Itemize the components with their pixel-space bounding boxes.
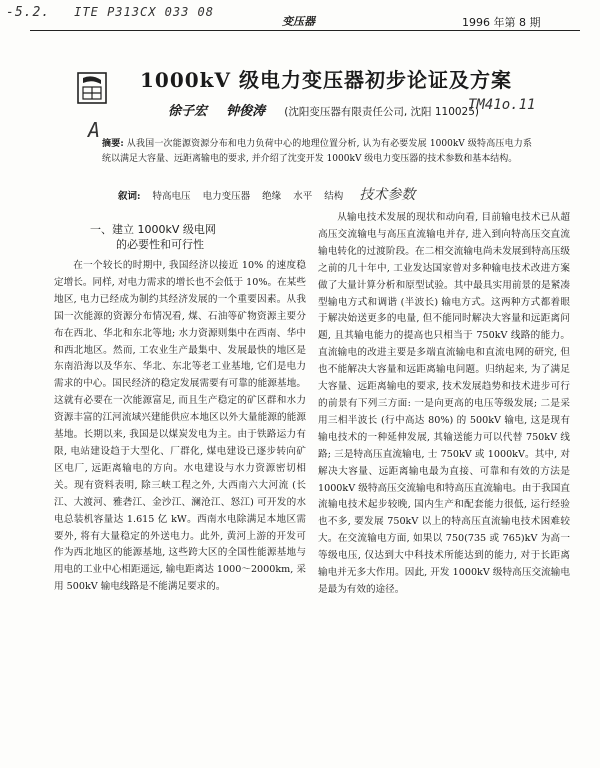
journal-issue: 1996 年第 8 期 <box>462 16 541 29</box>
section-heading-line2: 的必要性和可行性 <box>116 238 204 251</box>
keyword: 特高电压 <box>152 191 191 202</box>
keyword: 结构 <box>324 191 344 202</box>
keyword: 水平 <box>293 191 313 202</box>
body-column-right <box>318 210 570 599</box>
journal-name: 变压器 <box>282 15 315 28</box>
keywords-label: 叙词: <box>118 191 141 202</box>
author-name: 徐子宏 <box>168 104 208 119</box>
author-name: 钟俊涛 <box>226 104 266 119</box>
body-paragraph: 在一个较长的时期中, 我国经济以接近 10% 的速度稳定增长。同样, 对电力需求的增长也不会低于 10%。在某些地区, 电力已经成为制约其经济发展的一个重要因素。从我国一次能源的资源分布情况看, 煤、石油等矿物资源主要分布在西北、华北和东北等地; 水力资源则集中在西南、华中和西北地区。然而, 工农业生产最集中、发展最快的地区是东南沿海以及华东、华北、东北等老工业基地, 它们是电力需求的中心。国民经济的稳定发展需要有可靠的能源基地。这就有必要在一次能源富足, 而且生产稳定的矿区群和水力资源丰富的江河流域兴建能供应本地区以外大量能源的能源基地。长期以来, 我国是以煤炭发电为主。由于铁路运力有限, 电站建设趋于大型化、厂群化, 煤电建设已逐步转向矿区电厂, 远距离输电的方向。水电建设与水力资源密切相关。现有资料表明, 除三峡工程之外, 大西南六大河流 (长江、大渡河、雅砻江、金沙江、澜沧江、怒江) 可开发的水电总装机容量达 1.615 亿 kW。西南水电除满足本地区需要外, 将有大量稳定的外送电力。此外, 黄河上游的开发可作为西北地区的能源基地, 这些跨大区的全国性能源基地与用电的工业中心相距遥远, 输电距离达 1000～2000km, 采用 500kV 输电线路是不能满足要求的。 <box>54 260 306 593</box>
article-title: 1000kV 级电力变压器初步论证及方案 <box>140 68 513 92</box>
keyword: 电力变压器 <box>202 191 251 202</box>
handwritten-classification: 技术参数 <box>359 187 416 203</box>
journal-logo-icon <box>77 72 107 104</box>
abstract-text: 从我国一次能源资源分布和电力负荷中心的地理位置分析, 认为有必要发展 1000kV 级特高压电力系统以满足大容量、远距离输电的要求, 并介绍了沈变开发 1000kV 级电力变压器的技术参数和基本结构。 <box>102 139 532 164</box>
author-line <box>168 100 479 119</box>
handwritten-catalog-code: ITE P313CX 033 08 <box>74 5 214 19</box>
handwritten-page-mark: -5.2. <box>6 5 51 20</box>
header-divider <box>30 30 580 31</box>
keyword: 绝缘 <box>262 191 282 202</box>
handwritten-catalog-note <box>6 2 214 20</box>
body-paragraph: 从输电技术发展的现状和动向看, 目前输电技术已从超高压交流输电与高压直流输电并存, 进入到向特高压交直流输电转化的过渡阶段。在二相交流输电尚未发展到特高压级之前的几十年中, 工业发达国家曾对多种输电技术改进方案做了大量计算分析和原型试验。其中最具实用前景的是紧凑型输电方式和调谐 (半波长) 输电方式。这两种方式都着眼于解决始送更多的电量, 但不能同时解决大容量和远距离问题, 且其输电能力的提高也只相当于 750kV 线路的能力。直流输电的改进主要是多端直流输电和直流电网的研究, 但也不能解决大容量和远距离输电问题。归纳起来, 为了满足大容量、远距离输电的要求, 技术发展趋势和技术进步可行的前景有下列三方面: 一是向更高的电压等级发展; 二是采用三相半波长 (行中高达 80%) 的 500kV 输电, 这是现有输电技术的一种延伸发展, 其输送能力可以代替 750kV 线路; 三是特高压直流输电, 士 750kV 或 1000kV。其中, 对解决大容量、远距离输电最为直接、可靠和有效的方法是 1000kV 级特高压交流输电和特高压直流输电。由于我国直流输电技术起步较晚, 国内生产和配套能力很低, 运行经验也不多, 要发展 750kV 以上的特高压直流输电技术困难较大。在交流输电方面, 如果以 750(735 或 765)kV 为高一等级电压, 仅达到大中科技术所能达到的能力, 对于长距离输电并无多大作用。因此, 开发 1000kV 级特高压交流输电是最为有效的途径。 <box>318 212 570 595</box>
handwritten-reference-number: TM41o.11 <box>468 97 536 113</box>
abstract <box>102 137 532 167</box>
handwritten-margin-letter: A <box>88 118 101 142</box>
keywords-line <box>118 184 424 204</box>
author-affiliation: (沈阳变压器有限责任公司, 沈阳 110025) <box>284 106 480 118</box>
section-heading <box>90 222 290 252</box>
body-column-left <box>54 258 306 596</box>
section-heading-line1: 一、建立 1000kV 级电网 <box>90 223 216 236</box>
abstract-label: 摘要: <box>102 139 124 149</box>
